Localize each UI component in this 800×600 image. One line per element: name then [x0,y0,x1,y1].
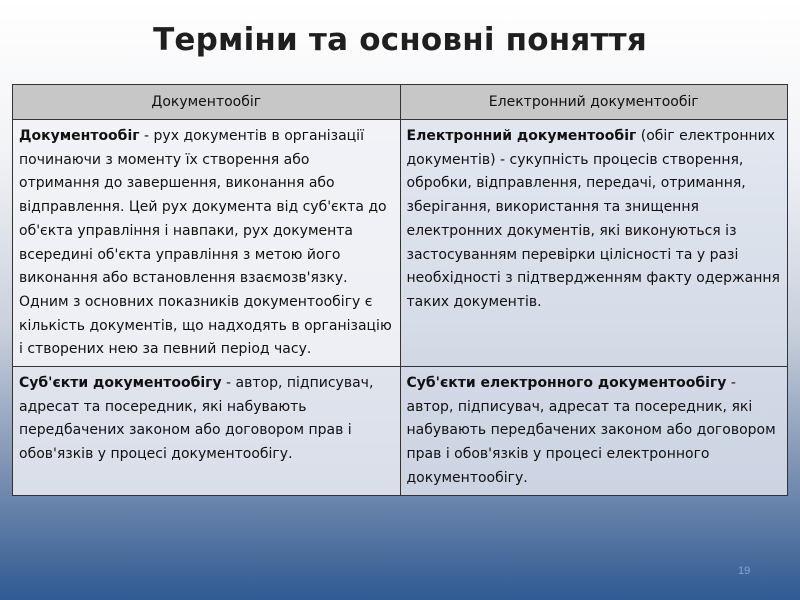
definition-text: - рух документів в організації починаючи з моменту їх створення або отримання до завершення, виконання або відправлення. Цей рух документа від суб'єкта до об'єкта управління і навпаки, рух документа всередині об'єкта управління з метою його виконання або встановлення взаємозв'язку. [19,128,387,287]
term-electronic-document-flow: Електронний документообіг [406,128,637,144]
definition-text: (обіг електронних документів) - сукупність процесів створення, обробки, відправлення, передачі, отримання, зберігання, використання та знищення електронних документів, які виконуються із застосуванням перевірки цілісності та у разі необхідності з підтвердженням факту одержання таких документів. [406,128,780,310]
table-row [13,120,788,367]
header-document-flow: Документообіг [13,85,401,120]
definition-cell-electronic-document-flow [400,120,788,367]
definition-cell-document-flow-subjects [13,367,401,496]
table-header-row [13,85,788,120]
definition-text: - автор, підписувач, адресат та посередник, які набувають передбачених законом або договором прав і обов'язків у процесі електронного документообігу. [406,375,776,486]
definition-cell-document-flow [13,120,401,367]
definition-cell-electronic-document-flow-subjects [400,367,788,496]
slide-title: Терміни та основні поняття [153,22,647,58]
definition-text: - автор, підписувач, адресат та посередник, які набувають передбачених законом або договором прав і обов'язків у процесі документообігу. [19,375,374,463]
page-number: 19 [738,565,751,577]
term-electronic-document-flow-subjects: Суб'єкти електронного документообігу [406,375,727,392]
term-document-flow: Документообіг [19,128,140,144]
table-row [13,367,788,496]
definition-extra-text: Одним з основних показників документообігу є кількість документів, що надходять в організацію і створених нею за певний період часу. [19,293,392,358]
header-electronic-document-flow: Електронний документообіг [400,85,788,120]
term-document-flow-subjects: Суб'єкти документообігу [19,375,222,392]
terms-table [12,84,788,496]
